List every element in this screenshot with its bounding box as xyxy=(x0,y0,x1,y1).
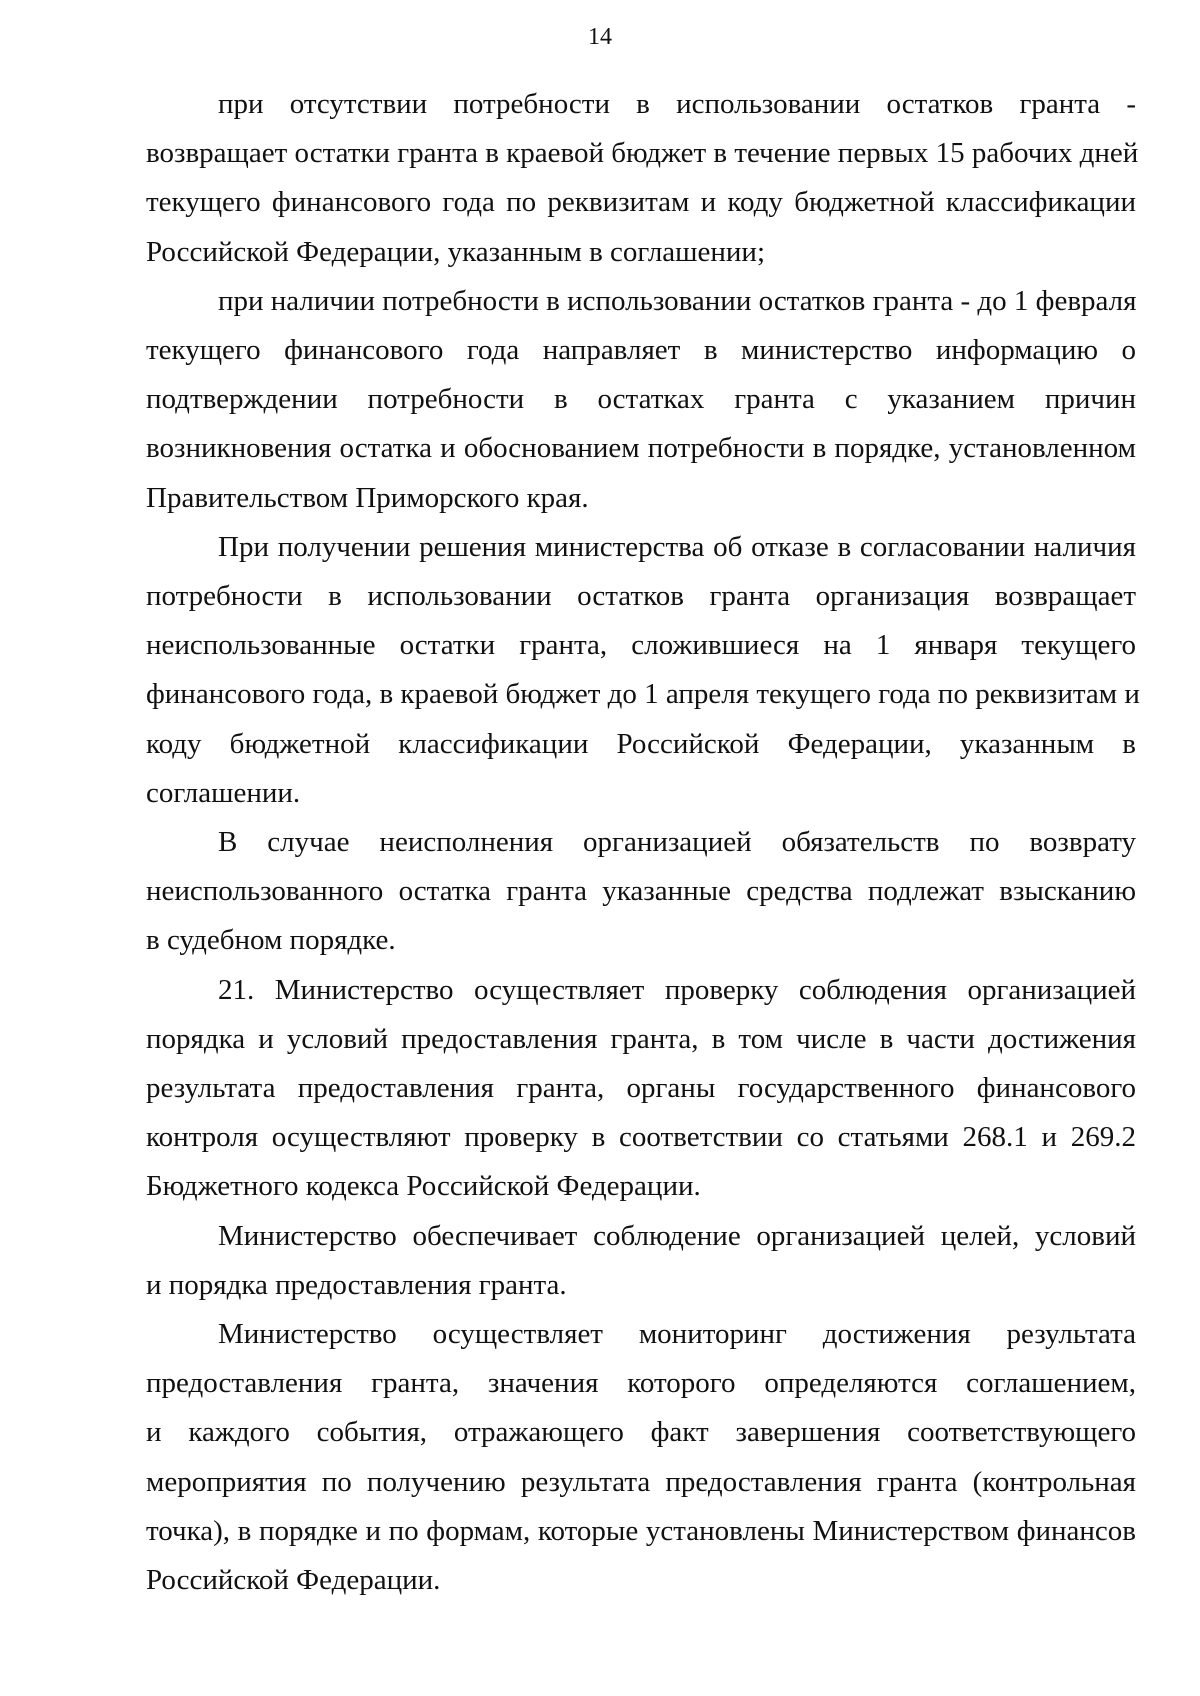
paragraph-2 xyxy=(146,277,1136,523)
paragraph-3 xyxy=(146,523,1140,818)
text-line: контроля осуществляют проверку в соответствии со статьями 268.1 и 269.2 xyxy=(146,1121,1136,1154)
text-line: результата предоставления гранта, органы государственного финансового xyxy=(146,1072,1136,1105)
text-line: текущего финансового года по реквизитам и коду бюджетной классификации xyxy=(146,186,1136,219)
paragraph-5 xyxy=(146,966,1136,1212)
text-line: и порядка предоставления гранта. xyxy=(146,1268,567,1301)
text-line: коду бюджетной классификации Российской Федерации, указанным в xyxy=(146,727,1136,760)
text-line: неиспользованные остатки гранта, сложившиеся на 1 января текущего xyxy=(146,629,1136,662)
text-line: финансового года, в краевой бюджет до 1 апреля текущего года по реквизитам и xyxy=(146,678,1140,711)
paragraph-1 xyxy=(146,80,1139,277)
text-line: соглашении. xyxy=(146,776,301,809)
text-line: Министерство обеспечивает соблюдение организацией целей, условий xyxy=(218,1219,1136,1252)
text-line: в судебном порядке. xyxy=(146,924,396,957)
text-line: Российской Федерации. xyxy=(146,1564,441,1597)
text-line: при наличии потребности в использовании остатков гранта - до 1 февраля xyxy=(218,284,1137,317)
text-line: При получении решения министерства об отказе в согласовании наличия xyxy=(218,530,1136,563)
text-line: и каждого события, отражающего факт завершения соответствующего xyxy=(146,1416,1136,1449)
text-line: 21. Министерство осуществляет проверку соблюдения организацией xyxy=(218,973,1136,1006)
text-line: В случае неисполнения организацией обязательств по возврату xyxy=(218,826,1136,859)
page-number: 14 xyxy=(588,24,612,50)
text-line: Бюджетного кодекса Российской Федерации. xyxy=(146,1170,701,1203)
text-line: мероприятия по получению результата предоставления гранта (контрольная xyxy=(146,1465,1136,1498)
text-line: неиспользованного остатка гранта указанные средства подлежат взысканию xyxy=(146,875,1136,908)
text-line: Министерство осуществляет мониторинг достижения результата xyxy=(218,1318,1136,1351)
paragraph-4 xyxy=(146,818,1136,966)
paragraph-7 xyxy=(146,1310,1136,1605)
text-line: возвращает остатки гранта в краевой бюджет в течение первых 15 рабочих дней xyxy=(146,137,1139,170)
text-line: потребности в использовании остатков гранта организация возвращает xyxy=(146,580,1136,613)
text-line: Российской Федерации, указанным в соглашении; xyxy=(146,235,765,268)
text-line: при отсутствии потребности в использовании остатков гранта - xyxy=(218,88,1136,120)
text-line: точка), в порядке и по формам, которые установлены Министерством финансов xyxy=(146,1514,1136,1547)
text-line: возникновения остатка и обоснованием потребности в порядке, установленном xyxy=(146,432,1136,465)
document-body xyxy=(146,80,1140,1605)
text-line: Правительством Приморского края. xyxy=(146,481,589,514)
text-line: предоставления гранта, значения которого определяются соглашением, xyxy=(146,1367,1136,1400)
text-line: подтверждении потребности в остатках гранта с указанием причин xyxy=(146,383,1136,416)
paragraph-6 xyxy=(146,1212,1136,1310)
text-line: порядка и условий предоставления гранта, в том числе в части достижения xyxy=(146,1022,1136,1055)
text-line: текущего финансового года направляет в министерство информацию о xyxy=(146,334,1136,367)
